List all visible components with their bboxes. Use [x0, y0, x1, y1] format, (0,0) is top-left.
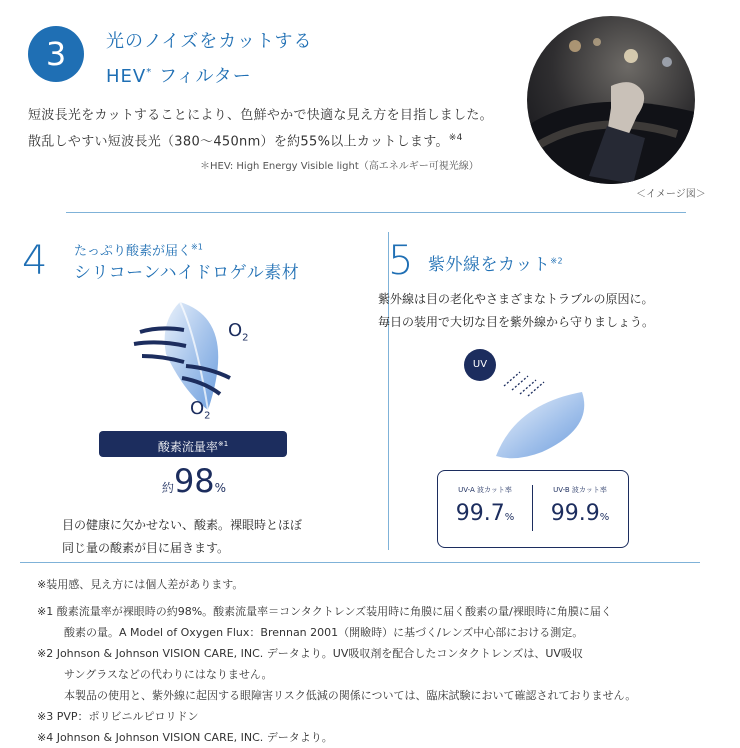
section-3-title-line1: 光のノイズをカットする — [106, 31, 313, 52]
o2-label-bottom: $O_2$ — [190, 398, 211, 422]
footnote-3: ※3 PVP：ポリビニルピロリドン — [37, 710, 199, 723]
section-4-title: シリコーンハイドロゲル素材 — [74, 263, 300, 283]
uvb-cut-rate: UV-B 波カット率 99.9% — [550, 486, 610, 526]
section-4-number: 4 — [22, 238, 48, 284]
section-3-title — [106, 26, 312, 92]
driving-night-photo — [527, 16, 695, 184]
section-5-title: 紫外線をカット$^{※2}$ — [428, 255, 564, 275]
hev-footnote: ＊HEV: High Energy Visible light（高エネルギー可視光線） — [200, 161, 479, 172]
oxygen-percentage: 約98% — [161, 462, 227, 500]
o2-label-right: $O_2$ — [228, 320, 249, 344]
section-divider-top — [66, 212, 686, 213]
section-5-description: 紫外線は目の老化やさまざまなトラブルの原因に。 毎日の装用で大切な目を紫外線から守りましょう。 — [378, 292, 655, 329]
section-3-body — [28, 104, 493, 153]
footnotes: ※装用感、見え方には個人差があります。 ※1 酸素流量率が裸眼時の約98%。酸素流量率＝コンタクトレンズ装用時に角膜に届く酸素の量/裸眼時に角膜に届く 酸素の量。A Model of Oxygen Flux：Brennan 2001（開瞼時）に基づく/レンズ中心部における測定。 ※2 Johnson & Johnson VISION CARE, INC. データより。UV吸収剤を配合したコンタクトレンズは、UV吸収 サングラスなどの代わりにはなりません。 本製品の使用と、紫外線に起因する眼障害リスク低減の関係については、臨床試験において確認されておりません。 ※3 PVP：ポリビニルピロリドン ※4 Johnson & Johnson VISION CARE, INC. データより。 — [37, 574, 636, 748]
footnote-4: ※4 Johnson & Johnson VISION CARE, INC. データより。 — [37, 731, 333, 744]
section-divider-bottom — [20, 562, 700, 563]
section-4-description: 目の健康に欠かせない、酸素。裸眼時とほぼ 同じ量の酸素が目に届きます。 — [62, 518, 303, 555]
section-3-number-badge: 3 — [28, 26, 84, 82]
image-caption: ＜イメージ図＞ — [636, 189, 706, 200]
section-4-subtitle: たっぷり酸素が届く$^{※1}$ — [74, 242, 203, 259]
oxygen-flow-rate-badge: 酸素流量率$^{※1}$ — [99, 431, 287, 457]
footnote-2: ※2 Johnson & Johnson VISION CARE, INC. データより。UV吸収剤を配合したコンタクトレンズは、UV吸収 — [37, 647, 583, 660]
section-3-body-line2: 散乱しやすい短波長光（380〜450nm）を約55%以上カットします。$^{※4}$ — [28, 133, 463, 150]
uv-badge: UV — [464, 349, 496, 381]
uv-lens-illustration — [486, 356, 590, 462]
footnote-1: ※1 酸素流量率が裸眼時の約98%。酸素流量率＝コンタクトレンズ装用時に角膜に届く酸素の量/裸眼時に角膜に届く — [37, 605, 612, 618]
oxygen-lens-illustration — [120, 296, 260, 424]
uv-cut-rate-box — [437, 470, 629, 548]
footnote-general: ※装用感、見え方には個人差があります。 — [37, 578, 244, 591]
section-3-body-line1: 短波長光をカットすることにより、色鮮やかで快適な見え方を目指しました。 — [28, 108, 493, 123]
section-3-title-line2: HEV* フィルター — [106, 66, 252, 87]
uva-cut-rate: UV-A 波カット率 99.7% — [455, 486, 515, 526]
section-5-number: 5 — [388, 238, 414, 284]
